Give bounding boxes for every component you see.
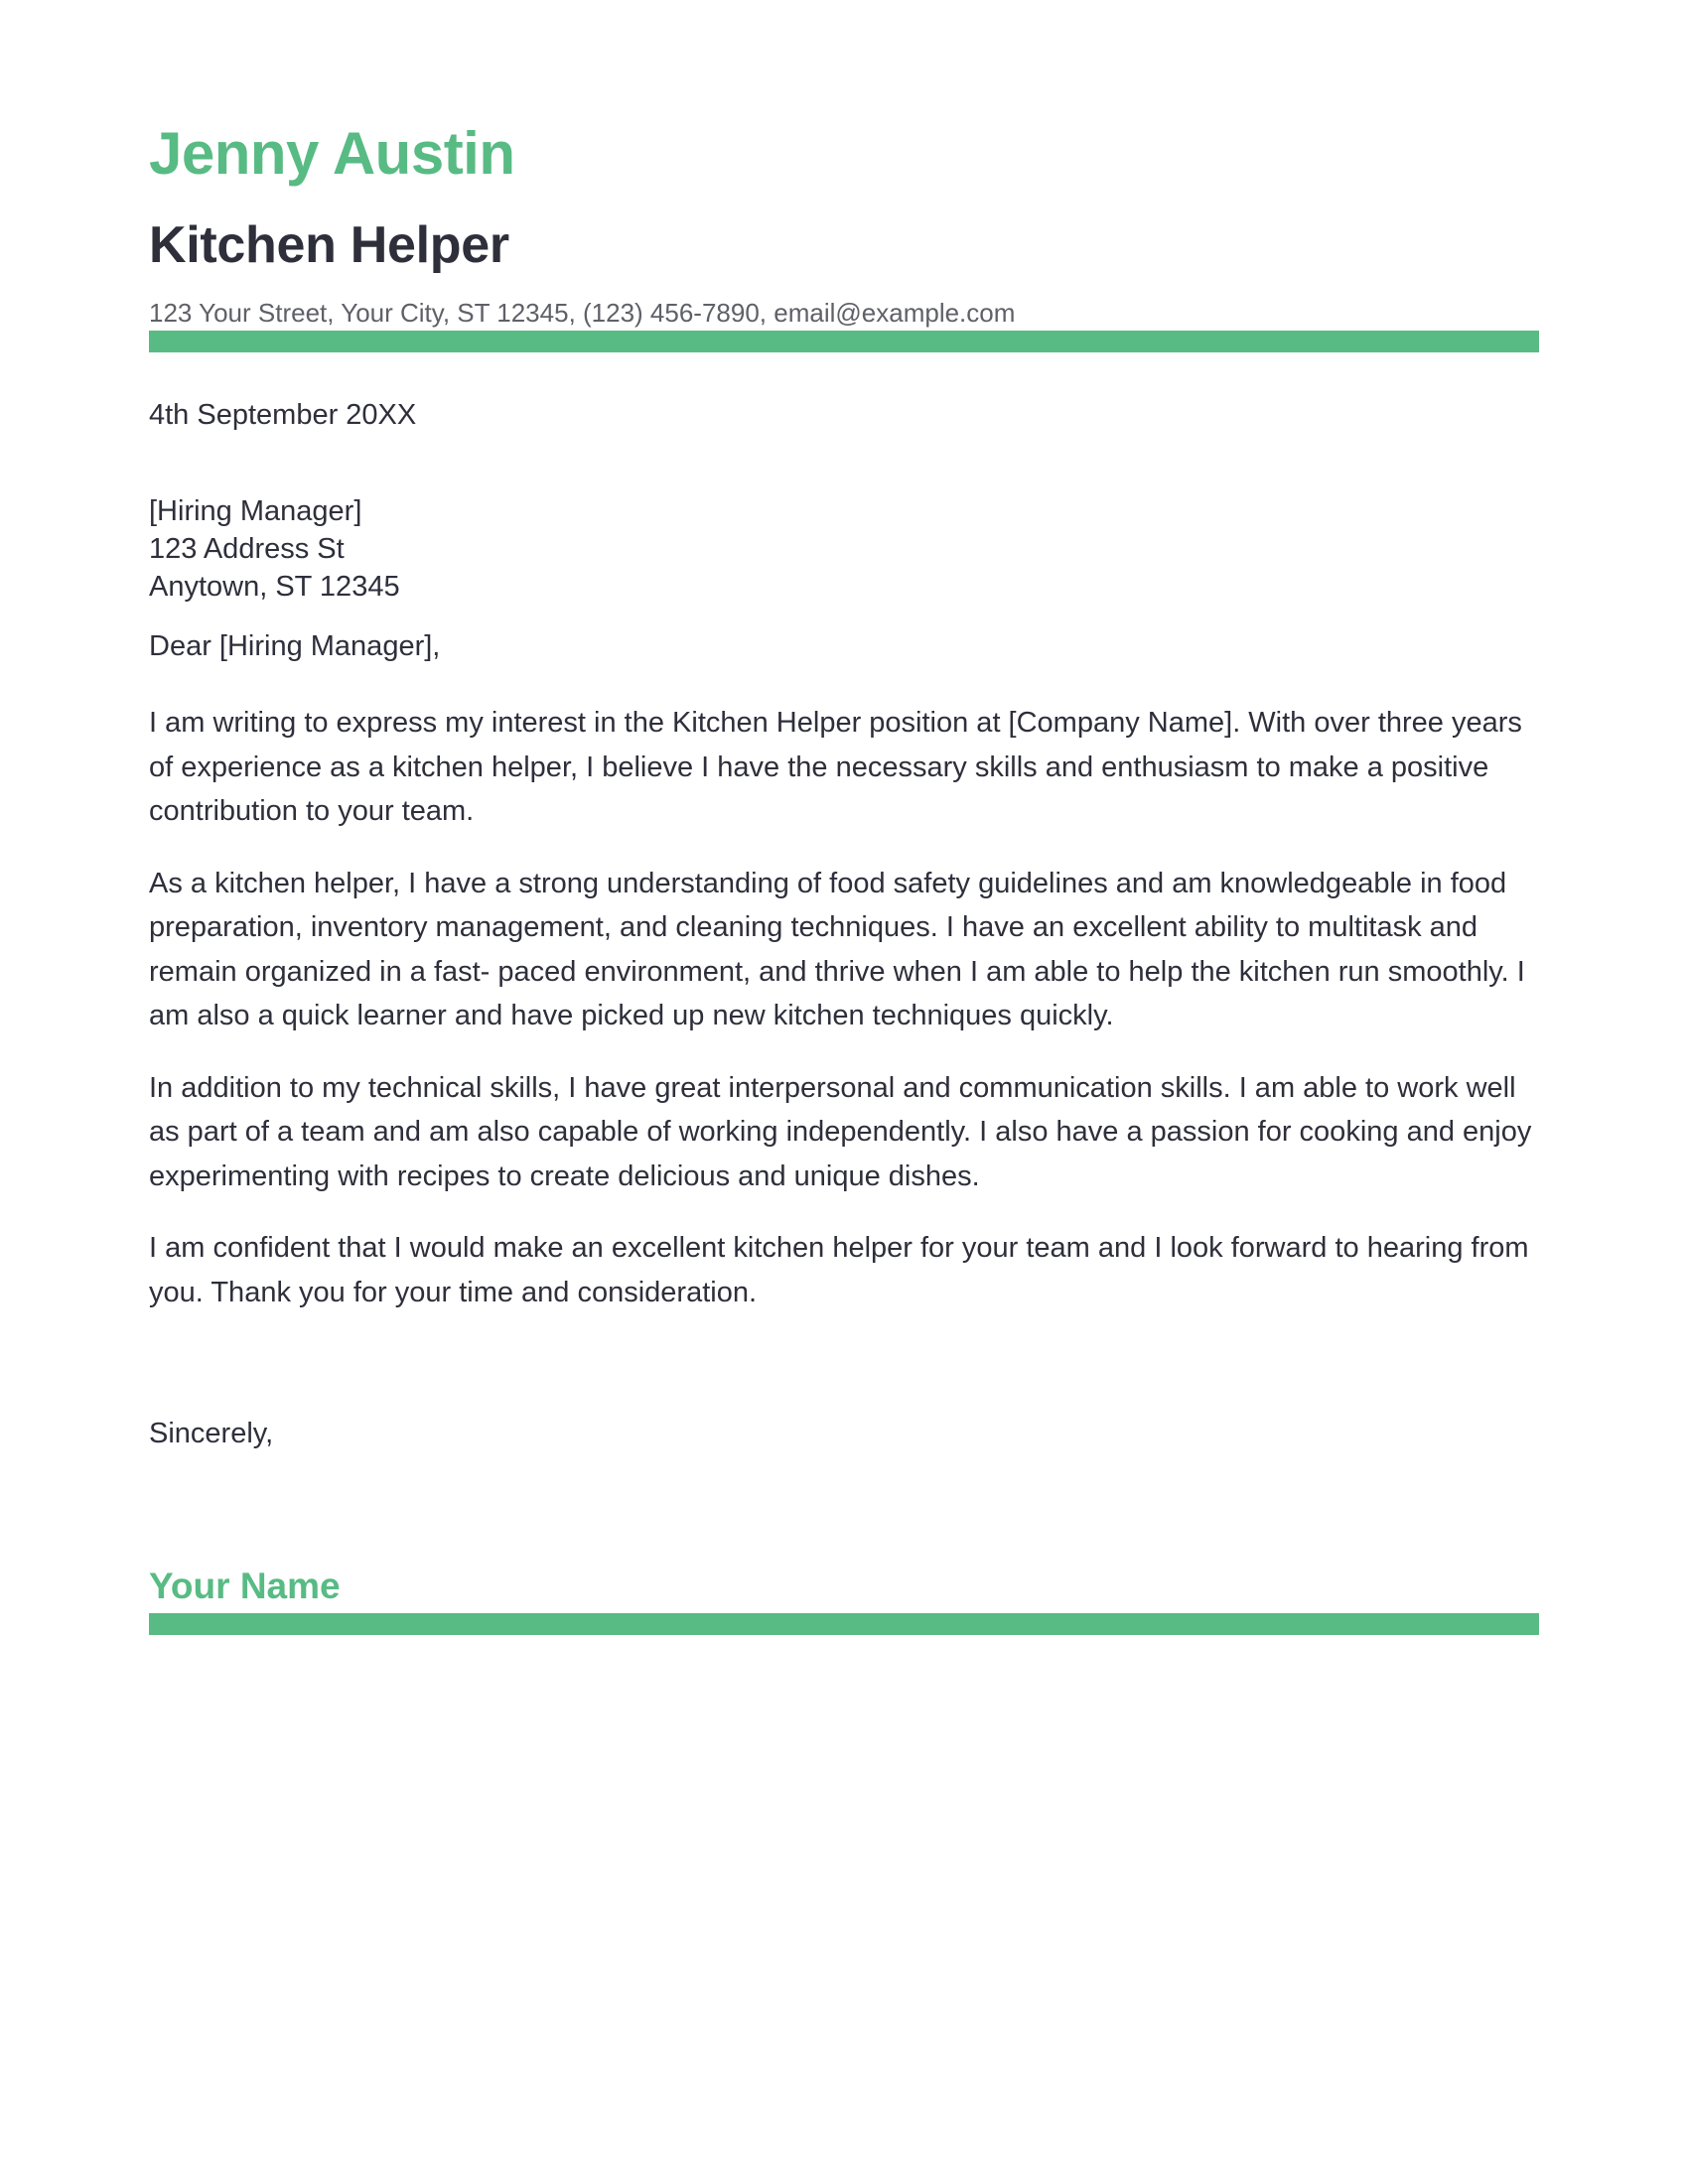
body-paragraph: I am writing to express my interest in the Kitchen Helper position at [Company Name]. With over three years of experience as a kitchen helper, I believe I have the necessary skills and enthusiasm to make a positive contribution to your team. (149, 707, 1522, 827)
recipient-street: 123 Address St (149, 533, 345, 565)
signature-name: Your Name (149, 1566, 341, 1606)
closing: Sincerely, (149, 1418, 274, 1449)
header-divider (149, 331, 1539, 352)
recipient-name: [Hiring Manager] (149, 495, 362, 527)
salutation: Dear [Hiring Manager], (149, 630, 441, 662)
applicant-name: Jenny Austin (149, 120, 515, 187)
body-paragraph: I am confident that I would make an excellent kitchen helper for your team and I look forward to hearing from you. Thank you for your time and consideration. (149, 1232, 1529, 1308)
footer-divider (149, 1613, 1539, 1635)
body-paragraph: In addition to my technical skills, I have great interpersonal and communication skills. I am able to work well as part of a team and am also capable of working independently. I also have a passion for cooking and enjoy experimenting with recipes to create delicious and unique dishes. (149, 1071, 1532, 1192)
letter-body (149, 701, 1539, 1342)
recipient-address (149, 492, 400, 606)
letter-date: 4th September 20XX (149, 399, 417, 431)
recipient-city: Anytown, ST 12345 (149, 571, 400, 603)
job-title: Kitchen Helper (149, 216, 509, 274)
contact-info: 123 Your Street, Your City, ST 12345, (123) 456-7890, email@example.com (149, 298, 1016, 328)
body-paragraph: As a kitchen helper, I have a strong understanding of food safety guidelines and am knowledgeable in food preparation, inventory management, and cleaning techniques. I have an excellent ability to multitask and remain organized in a fast- paced environment, and thrive when I am able to help the kitchen run smoothly. I am also a quick learner and have picked up new kitchen techniques quickly. (149, 867, 1525, 1031)
